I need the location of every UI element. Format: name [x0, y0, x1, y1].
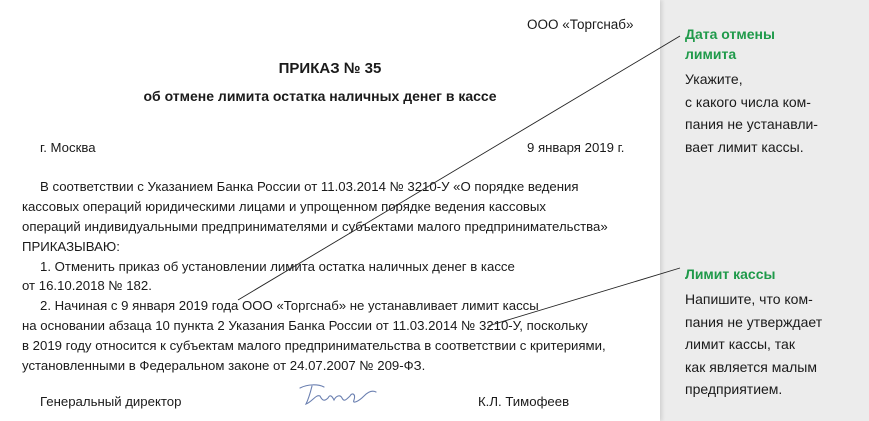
- body-line: установленными в Федеральном законе от 24.07.2007 № 209-ФЗ.: [22, 358, 426, 373]
- body-line: В соответствии с Указанием Банка России от 11.03.2014 № 3210-У «О порядке ведения: [40, 179, 579, 194]
- body-line: в 2019 году относится к субъектам малого предпринимательства в соответствии с критериями,: [22, 338, 606, 353]
- annotation-heading-cash-limit: Лимит кассы: [685, 266, 776, 282]
- annotation-heading-cancel-date: Дата отмены лимита: [685, 26, 775, 62]
- order-title: ПРИКАЗ № 35: [278, 60, 382, 77]
- body-line: ПРИКАЗЫВАЮ:: [22, 239, 120, 254]
- body-line: от 16.10.2018 № 182.: [22, 278, 152, 293]
- signer-title: Генеральный директор: [40, 394, 182, 409]
- annotation-body-cancel-date: Укажите, с какого числа ком- пания не устанавли- вает лимит кассы.: [685, 71, 818, 155]
- body-line: на основании абзаца 10 пункта 2 Указания Банка России от 11.03.2014 № 3210-У, поскольку: [22, 318, 588, 333]
- order-subtitle: об отмене лимита остатка наличных денег в кассе: [143, 88, 497, 104]
- body-line: 1. Отменить приказ об установлении лимита остатка наличных денег в кассе: [40, 259, 515, 274]
- signer-name: К.Л. Тимофеев: [478, 394, 570, 409]
- annotation-body-cash-limit: Напишите, что ком- пания не утверждает лимит кассы, так как является малым предприятием.: [685, 291, 823, 397]
- body-line: операций индивидуальными предпринимателями и субъектами малого предпринимательства»: [22, 219, 608, 234]
- body-line: 2. Начиная с 9 января 2019 года ООО «Торгснаб» не устанавливает лимит кассы: [40, 298, 539, 313]
- body-line: кассовых операций юридическими лицами и упрощенном порядке ведения кассовых: [22, 199, 547, 214]
- city: г. Москва: [40, 140, 96, 155]
- company-name: ООО «Торгснаб»: [527, 17, 634, 32]
- order-date: 9 января 2019 г.: [527, 140, 625, 155]
